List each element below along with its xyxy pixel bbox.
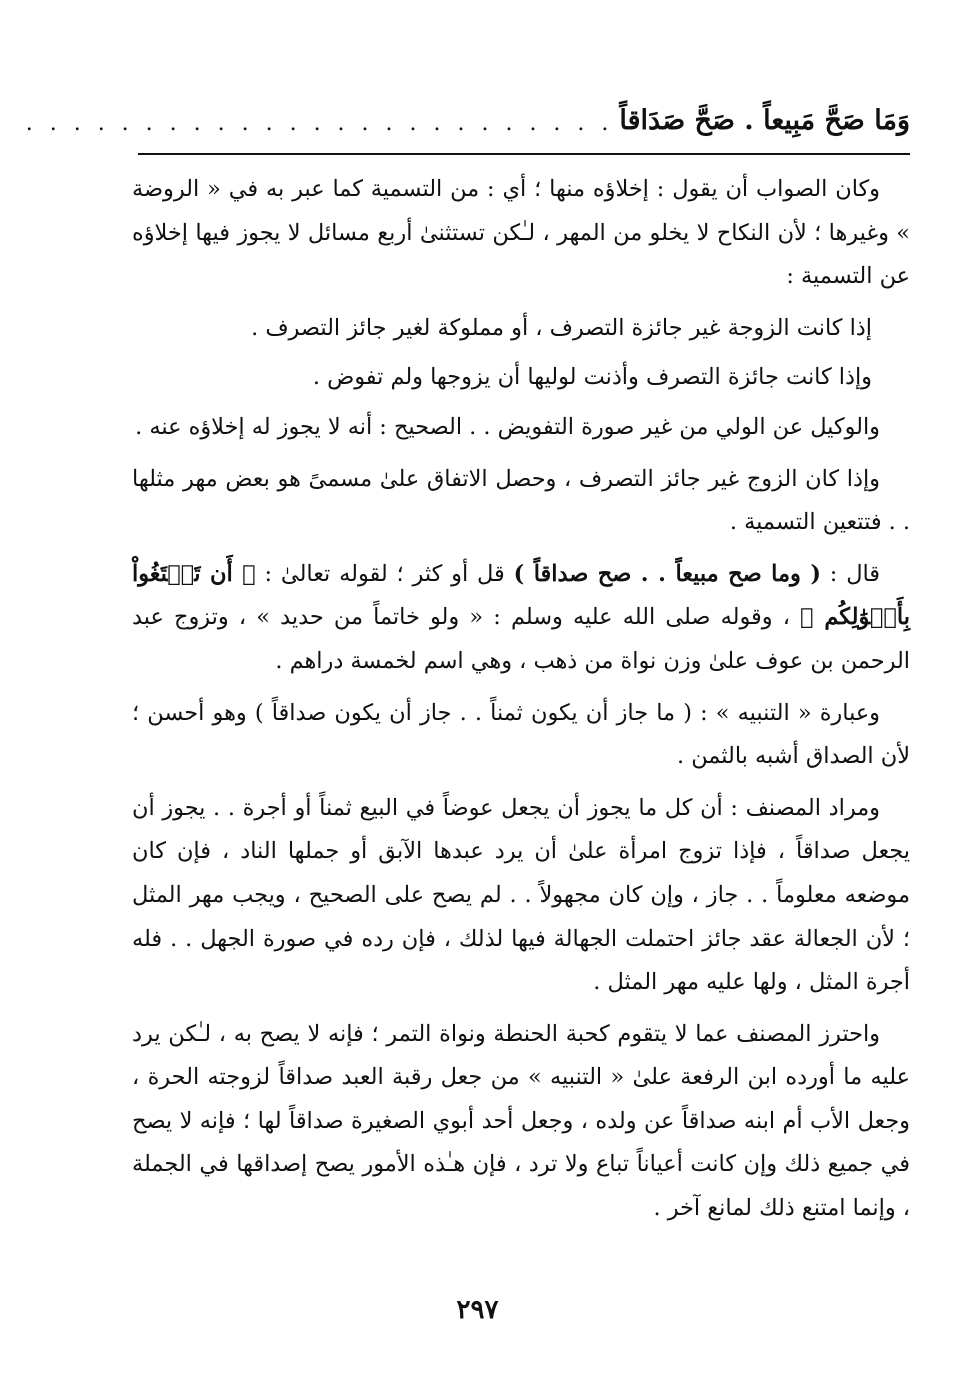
matn-intro: قال : — [820, 560, 880, 587]
header-title: وَمَا صَحَّ مَبِيعاً . صَحَّ صَدَاقاً — [619, 105, 910, 136]
paragraph-matn — [132, 553, 910, 684]
header-dots: . . . . . . . . . . . . . . . . . . . . . . . . . — [25, 111, 614, 136]
paragraph-agent: والوكيل عن الولي من غير صورة التفويض . . الصحيح : أنه لا يجوز له إخلاؤه عنه . — [135, 413, 880, 440]
page-number: ٢٩٧ — [456, 1295, 499, 1325]
paragraph-murad: ومراد المصنف : أن كل ما يجوز أن يجعل عوضاً في البيع ثمناً أو أجرة . . يجوز أن يجعل صداقاً ، فإذا تزوج امرأة علىٰ أن يرد عبدها الآبق أو جملها الناد ، فإن كان موضعه معلوماً . . جاز ، وإن كان مجهولاً . . لم يصح على الصحيح ، ويجب مهر المثل ؛ لأن الجعالة عقد جائز احتملت الجهالة فيها لذلك ، فإن رده في صورة الجهل . . فله أجرة المثل ، ولها عليه مهر المثل . — [132, 794, 910, 996]
matn-commentary-2: ، وقوله صلى الله عليه وسلم : « ولو خاتماً من حديد » ، وتزوج عبد الرحمن بن عوف علىٰ وزن نواة من ذهب ، وهي اسم لخمسة دراهم . — [132, 604, 910, 674]
paragraph-husband: وإذا كان الزوج غير جائز التصرف ، وحصل الاتفاق علىٰ مسمىً هو بعض مهر مثلها . . فتتعين التسمية . — [132, 465, 910, 536]
paragraph-intro: وكان الصواب أن يقول : إخلاؤه منها ؛ أي : من التسمية كما عبر به في « الروضة » وغيرها ؛ لأن النكاح لا يخلو من المهر ، لـٰكن تستثنىٰ أربع مسائل لا يجوز فيها إخلاؤه عن التسمية : — [132, 176, 910, 290]
list-item-2: وإذا كانت جائزة التصرف وأذنت لوليها أن يزوجها ولم تفوض . — [312, 364, 872, 391]
matn-text: ( وما صح مبيعاً . . صح صداقاً ) — [513, 560, 821, 587]
running-header — [25, 92, 910, 136]
matn-commentary: قل أو كثر ؛ لقوله تعالىٰ : — [255, 560, 514, 587]
main-text — [132, 168, 910, 1239]
header-rule — [138, 153, 910, 155]
paragraph-tanbih: وعبارة « التنبيه » : ( ما جاز أن يكون ثمناً . . جاز أن يكون صداقاً ) وهو أحسن ؛ لأن الصداق أشبه بالثمن . — [132, 699, 910, 770]
list-item-1: إذا كانت الزوجة غير جائزة التصرف ، أو مملوكة لغير جائز التصرف . — [251, 314, 872, 341]
paragraph-ihtiraz: واحترز المصنف عما لا يتقوم كحبة الحنطة ونواة التمر ؛ فإنه لا يصح به ، لـٰكن يرد عليه ما أورده ابن الرفعة علىٰ « التنبيه » من جعل رقبة العبد صداقاً لزوجته الحرة ، وجعل الأب أم ابنه صداقاً عن ولده ، وجعل أحد أبوي الصغيرة صداقاً لها ؛ فإنه لا يصح في جميع ذلك وإن كانت أعياناً تباع ولا ترد ، فإن هـٰذه الأمور يصح إصداقها في الجملة ، وإنما امتنع ذلك لمانع آخر . — [132, 1020, 910, 1222]
quran-verse: ﴿ أَن تَبۡتَغُواْ بِأَمۡوَٰلِكُم ﴾ — [132, 560, 910, 631]
